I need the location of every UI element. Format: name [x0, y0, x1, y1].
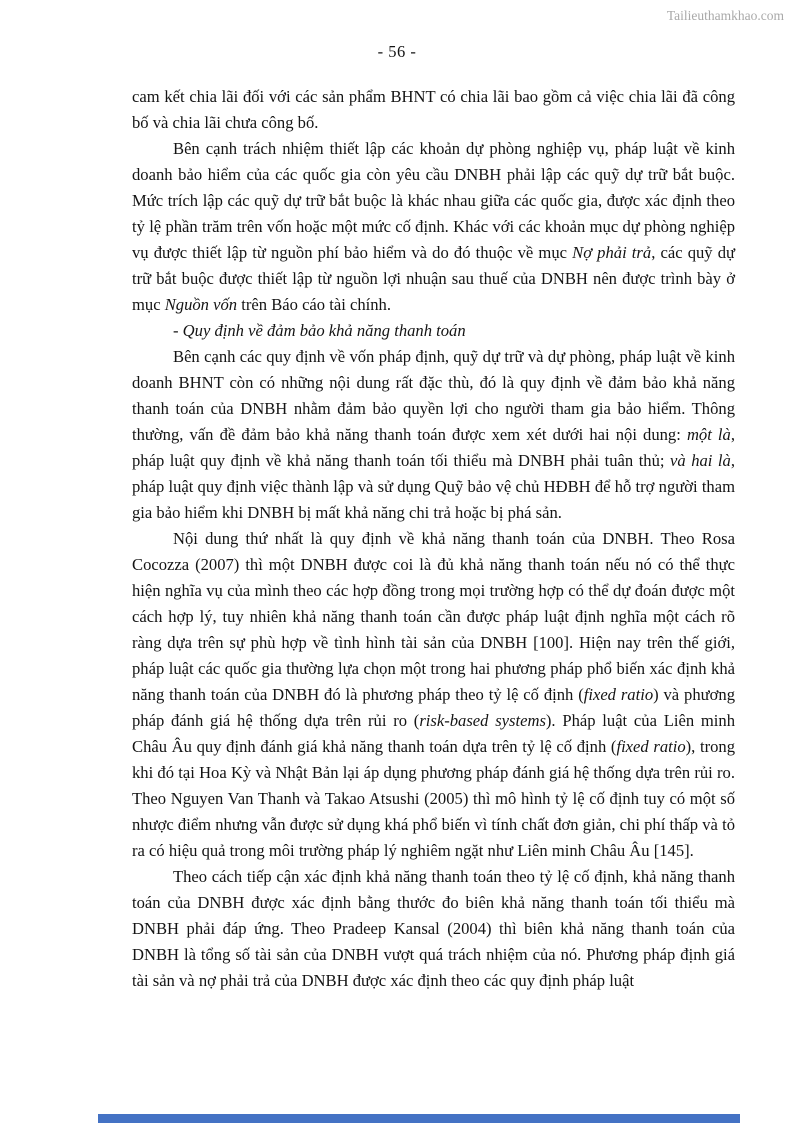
text-run: trên Báo cáo tài chính. [237, 295, 391, 314]
section-heading [132, 318, 735, 344]
footer-accent-bar [98, 1114, 740, 1123]
watermark: Tailieuthamkhao.com [666, 8, 784, 23]
emphasized-text: fixed ratio [616, 737, 686, 756]
paragraph [132, 136, 735, 318]
paragraph [132, 344, 735, 526]
emphasized-text: Nguồn vốn [164, 295, 238, 314]
emphasized-text: một là [686, 425, 731, 444]
paragraph [132, 864, 735, 994]
paragraph [132, 84, 735, 136]
paragraph [132, 526, 735, 864]
emphasized-text: - Quy định về đảm bảo khả năng thanh toán [173, 321, 466, 340]
text-run: Bên cạnh các quy định về vốn pháp định, quỹ dự trữ và dự phòng, pháp luật về kinh doanh BHNT còn có những nội dung rất đặc thù, đó là quy định về đảm bảo khả năng thanh toán của DNBH nhằm đảm bảo quyền lợi cho người tham gia bảo hiểm. Thông thường, vấn đề đảm bảo khả năng thanh toán được xem xét dưới hai nội dung: [132, 347, 735, 444]
text-run: , pháp luật quy định về khả năng thanh toán tối thiểu mà DNBH phải tuân thủ; [132, 425, 735, 470]
text-run: ), trong khi đó tại Hoa Kỳ và Nhật Bản lại áp dụng phương pháp đánh giá hệ thống dựa trên rủi ro. Theo Nguyen Van Thanh và Takao Atsushi (2005) thì mô hình tỷ lệ cố định tuy có một số nhược điểm nhưng vẫn được sử dụng khá phổ biến vì tính chất đơn giản, chi phí thấp và tỏ ra có hiệu quả trong môi trường pháp lý nghiêm ngặt như Liên minh Châu Âu [145]. [132, 737, 736, 860]
emphasized-text: và hai là [670, 451, 731, 470]
text-run: ) và phương pháp đánh giá hệ thống dựa trên rủi ro ( [132, 685, 735, 730]
text-run: cam kết chia lãi đối với các sản phẩm BHNT có chia lãi bao gồm cả việc chia lãi đã công bố và chia lãi chưa công bố. [132, 87, 735, 132]
text-run: ). Pháp luật của Liên minh Châu Âu quy định đánh giá khả năng thanh toán dựa trên tỷ lệ cố định ( [132, 711, 735, 756]
page-number: - 56 - [377, 42, 417, 61]
emphasized-text: risk-based systems [419, 711, 546, 730]
emphasized-text: Nợ phải trả [572, 243, 652, 262]
emphasized-text: fixed ratio [583, 685, 654, 704]
text-run: Theo cách tiếp cận xác định khả năng thanh toán theo tỷ lệ cố định, khả năng thanh toán của DNBH được xác định bằng thước đo biên khả năng thanh toán tối thiểu mà DNBH phải đáp ứng. Theo Pradeep Kansal (2004) thì biên khả năng thanh toán của DNBH là tổng số tài sản của DNBH vượt quá trách nhiệm của nó. Phương pháp định giá tài sản và nợ phải trả của DNBH được xác định theo các quy định pháp luật [132, 867, 735, 990]
page-body [132, 84, 735, 994]
text-run: , pháp luật quy định việc thành lập và sử dụng Quỹ bảo vệ chủ HĐBH để hỗ trợ người tham gia bảo hiểm khi DNBH bị mất khả năng chi trả hoặc bị phá sản. [132, 451, 735, 522]
text-run: Bên cạnh trách nhiệm thiết lập các khoản dự phòng nghiệp vụ, pháp luật về kinh doanh bảo hiểm của các quốc gia còn yêu cầu DNBH phải lập các quỹ dự trữ bắt buộc. Mức trích lập các quỹ dự trữ bắt buộc là khác nhau giữa các quốc gia, được xác định theo tỷ lệ phần trăm trên vốn hoặc một mức cố định. Khác với các khoản mục dự phòng nghiệp vụ được thiết lập từ nguồn phí bảo hiểm và do đó thuộc về mục [132, 139, 735, 262]
text-run: Nội dung thứ nhất là quy định về khả năng thanh toán của DNBH. Theo Rosa Cocozza (2007) thì một DNBH được coi là đủ khả năng thanh toán nếu nó có thể thực hiện nghĩa vụ của mình theo các hợp đồng trong mọi trường hợp có thể dự đoán được một cách hợp lý, tuy nhiên khả năng thanh toán cần được pháp luật định nghĩa một cách rõ ràng dựa trên sự phù hợp về tình hình tài sản của DNBH [100]. Hiện nay trên thế giới, pháp luật các quốc gia thường lựa chọn một trong hai phương pháp phổ biến xác định khả năng thanh toán của DNBH đó là phương pháp theo tỷ lệ cố định ( [132, 529, 735, 704]
text-run: , các quỹ dự trữ bắt buộc được thiết lập từ nguồn lợi nhuận sau thuế của DNBH nên được trình bày ở mục [132, 243, 736, 314]
